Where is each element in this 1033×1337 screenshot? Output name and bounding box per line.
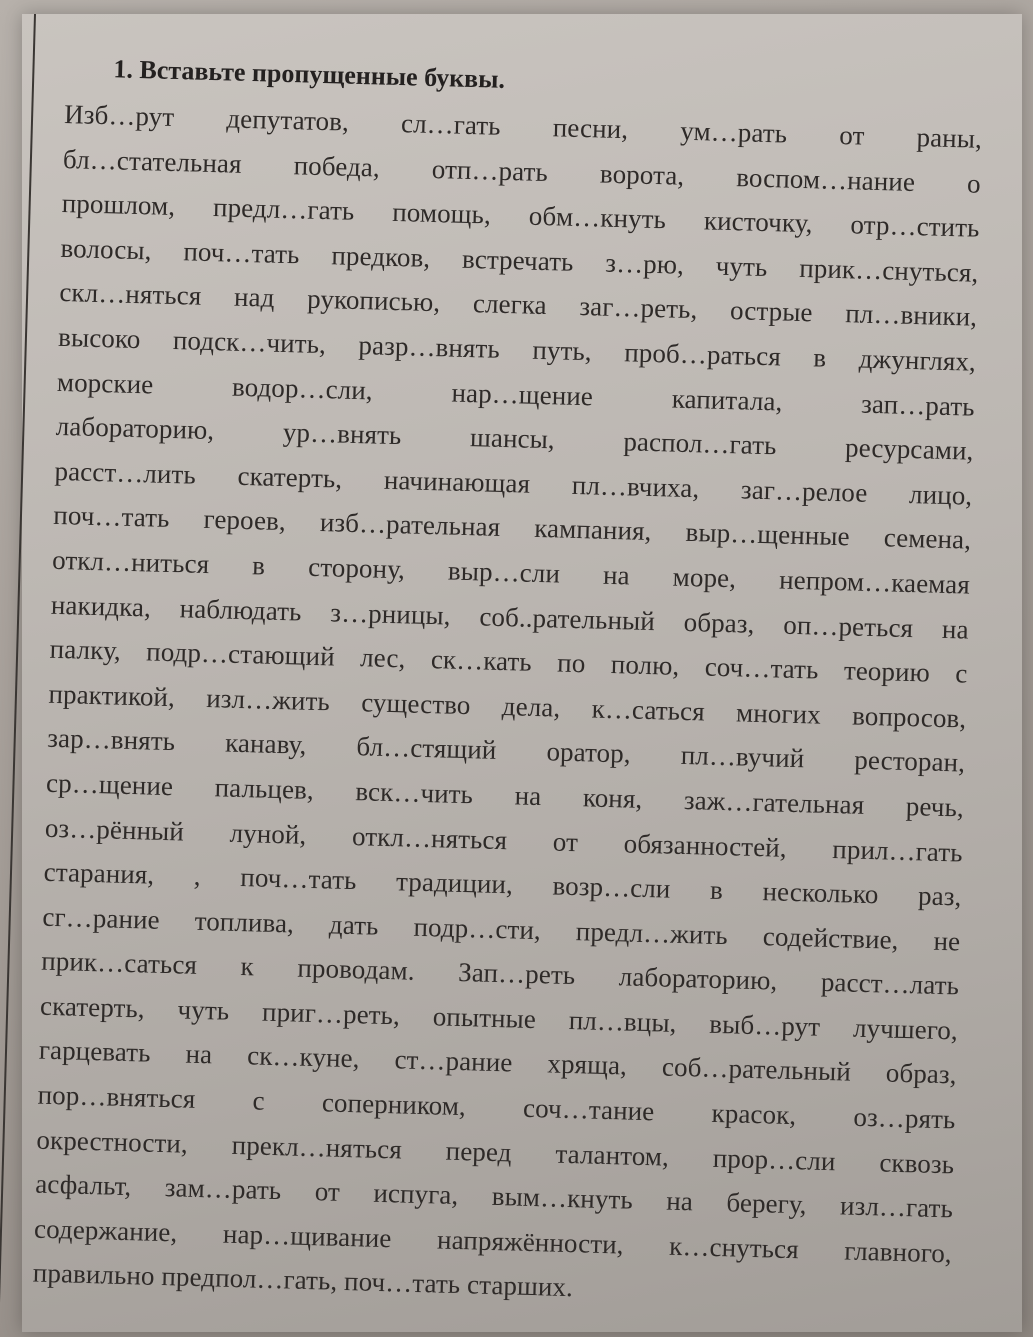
exercise-title: 1. Вставьте пропущенные буквы. xyxy=(113,54,506,94)
exercise-block xyxy=(32,50,983,1320)
text-line: окрестности, прекл…няться перед талантом, прор…сли сквозь xyxy=(36,1124,955,1180)
text-line: оз…рённый луной, откл…няться от обязанностей, прил…гать xyxy=(44,812,964,868)
text-line: прик…саться к проводам. Зап…реть лабораторию, расст…лать xyxy=(40,945,960,1001)
text-line: скатерть, чуть приг…реть, опытные пл…вцы, выб…рут лучшего, xyxy=(39,990,959,1046)
text-line: лабораторию, ур…внять шансы, распол…гать ресурсами, xyxy=(55,411,974,466)
text-line: бл…стательная победа, отп…рать ворота, воспом…нание о xyxy=(62,143,982,199)
text-line: Изб…рут депутатов, сл…гать песни, ум…рать от раны, xyxy=(63,98,983,154)
text-line: сг…рание топлива, дать подр…сти, предл…жить содействие, не xyxy=(42,901,961,957)
paper-sheet xyxy=(22,14,1022,1332)
text-line: старания, , поч…тать традиции, возр…сли в несколько раз, xyxy=(43,856,962,912)
exercise-text xyxy=(32,92,982,1320)
text-line: расст…лить скатерть, начинающая пл…вчиха, заг…релое лицо, xyxy=(54,455,973,511)
text-line: скл…няться над рукописью, слегка заг…реть, острые пл…вники, xyxy=(59,277,978,333)
text-line: поч…тать героев, изб…рательная кампания, выр…щенные семена, xyxy=(53,500,972,555)
text-line: асфальт, зам…рать от испуга, вым…кнуть на берегу, изл…гать xyxy=(34,1168,954,1224)
text-line: накидка, наблюдать з…рницы, соб..рательный образ, оп…реться на xyxy=(50,589,970,645)
text-line: прошлом, предл…гать помощь, обм…кнуть кисточку, отр…стить xyxy=(61,188,980,243)
text-line: пор…вняться с соперником, соч…тание красок, оз…рять xyxy=(37,1079,956,1135)
text-line: практикой, изл…жить существо дела, к…саться многих вопросов, xyxy=(48,678,967,734)
text-line: волосы, поч…тать предков, встречать з…рю, чуть прик…снуться, xyxy=(60,232,979,288)
text-line: откл…ниться в сторону, выр…сли на море, непром…каемая xyxy=(51,544,971,600)
text-line: зар…внять канаву, бл…стящий оратор, пл…вучий ресторан, xyxy=(46,723,966,778)
text-line: содержание, нар…щивание напряжённости, к…снуться главного, xyxy=(33,1213,953,1269)
text-line: высоко подск…чить, разр…внять путь, проб…раться в джунглях, xyxy=(57,321,977,377)
text-line: правильно предпол…гать, поч…тать старших. xyxy=(32,1257,574,1303)
text-line: ср…щение пальцев, вск…чить на коня, заж…гательная речь, xyxy=(45,767,965,823)
text-line: гарцевать на ск…куне, ст…рание хряща, соб…рательный образ, xyxy=(38,1035,958,1090)
text-line: морские водор…сли, нар…щение капитала, зап…рать xyxy=(56,366,976,422)
text-line: палку, подр…стающий лес, ск…кать по полю, соч…тать теорию с xyxy=(49,633,968,689)
page-border-line xyxy=(0,14,36,1314)
